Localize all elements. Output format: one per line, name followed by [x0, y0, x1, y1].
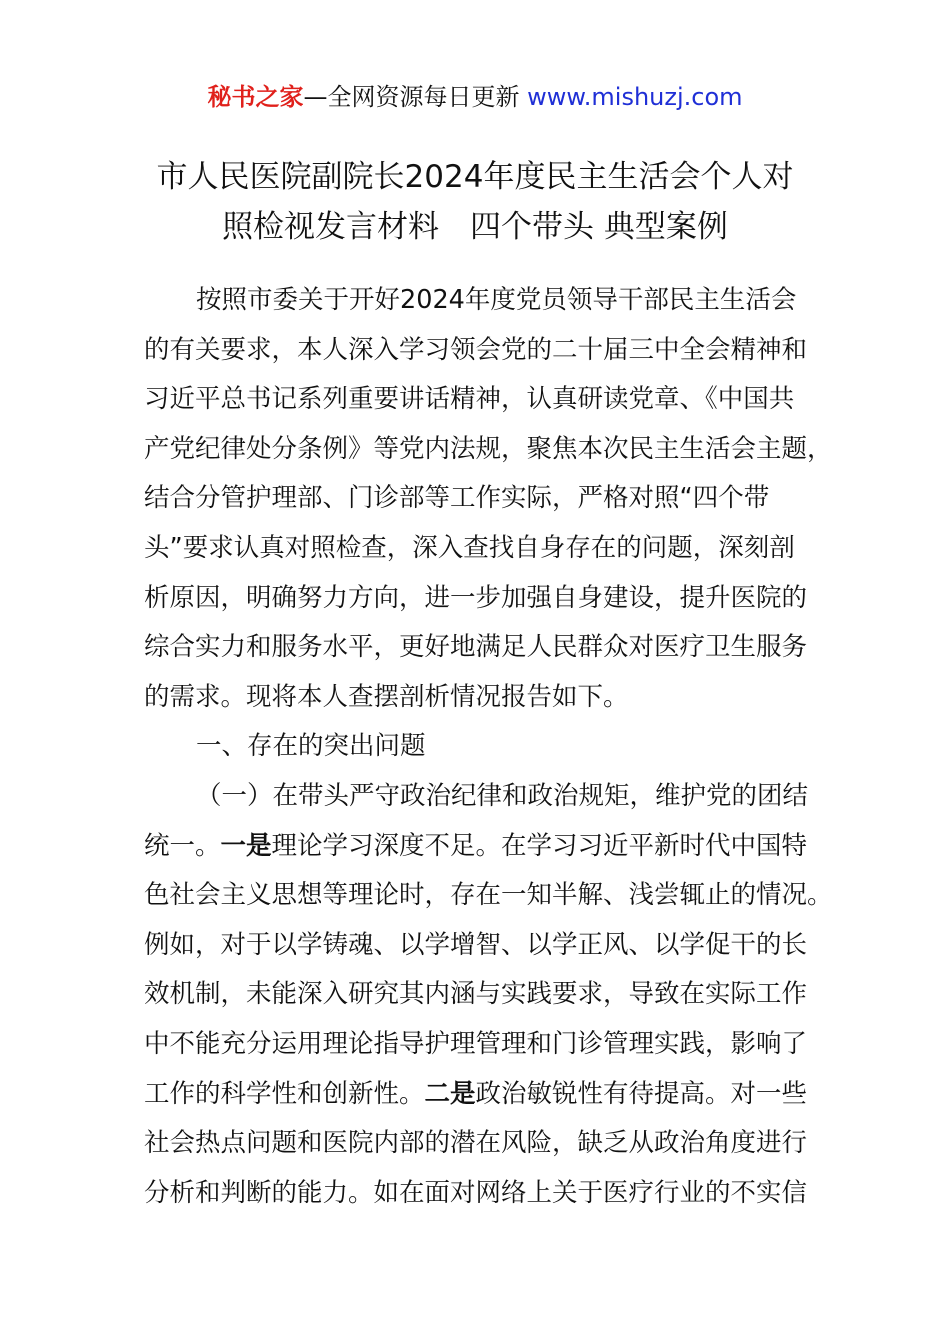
paragraph-line: 效机制，未能深入研究其内涵与实践要求，导致在实际工作: [144, 979, 808, 1010]
paragraph-line: 的需求。现将本人查摆剖析情况报告如下。: [144, 681, 629, 712]
paragraph-line: 分析和判断的能力。如在面对网络上关于医疗行业的不实信: [144, 1177, 808, 1208]
site-header: [0, 80, 950, 114]
paragraph-line: 结合分管护理部、门诊部等工作实际，严格对照“四个带: [144, 483, 770, 514]
text-run: 工作的科学性和创新性。: [144, 1078, 425, 1109]
paragraph-line: 习近平总书记系列重要讲话精神，认真研读党章、《中国共: [144, 384, 795, 415]
title-line-2: 照检视发言材料 四个带头 典型案例: [222, 209, 728, 245]
paragraph-line: 社会热点问题和医院内部的潜在风险，缺乏从政治角度进行: [144, 1128, 808, 1159]
paragraph-line: （一）在带头严守政治纪律和政治规矩，维护党的团结: [196, 780, 809, 811]
paragraph-line: 头”要求认真对照检查，深入查找自身存在的问题，深刻剖: [144, 532, 795, 563]
paragraph-line: 中不能充分运用理论指导护理管理和门诊管理实践，影响了: [144, 1028, 808, 1059]
header-tagline: —全网资源每日更新: [303, 83, 520, 111]
text-run: 政治敏锐性有待提高。对一些: [475, 1078, 808, 1109]
text-run: 理论学习深度不足。在学习习近平新时代中国特: [271, 830, 808, 861]
title-line-1: 市人民医院副院长2024年度民主生活会个人对: [156, 159, 794, 195]
brand-name: 秘书之家: [207, 83, 304, 111]
section-heading: 一、存在的突出问题: [196, 731, 426, 762]
paragraph-line: [144, 1070, 824, 1120]
paragraph-line: 色社会主义思想等理论时，存在一知半解、浅尝辄止的情况。: [144, 880, 833, 911]
paragraph-line: 例如，对于以学铸魂、以学增智、以学正风、以学促干的长: [144, 929, 808, 960]
paragraph-line: [144, 822, 824, 872]
document-body: [144, 276, 833, 1218]
paragraph-line: 综合实力和服务水平，更好地满足人民群众对医疗卫生服务: [144, 632, 808, 663]
paragraph-line: 产党纪律处分条例》等党内法规，聚焦本次民主生活会主题，: [144, 433, 833, 464]
document-title: [0, 152, 950, 252]
paragraph-line: 的有关要求，本人深入学习领会党的二十届三中全会精神和: [144, 334, 808, 365]
bold-lead: 一是: [220, 830, 272, 861]
paragraph-line: 析原因，明确努力方向，进一步加强自身建设，提升医院的: [144, 582, 808, 613]
bold-lead: 二是: [424, 1078, 476, 1109]
paragraph-line: 按照市委关于开好2024年度党员领导干部民主生活会: [196, 285, 797, 315]
text-run: 统一。: [144, 830, 221, 861]
site-url-link[interactable]: www.mishuzj.com: [527, 83, 743, 111]
